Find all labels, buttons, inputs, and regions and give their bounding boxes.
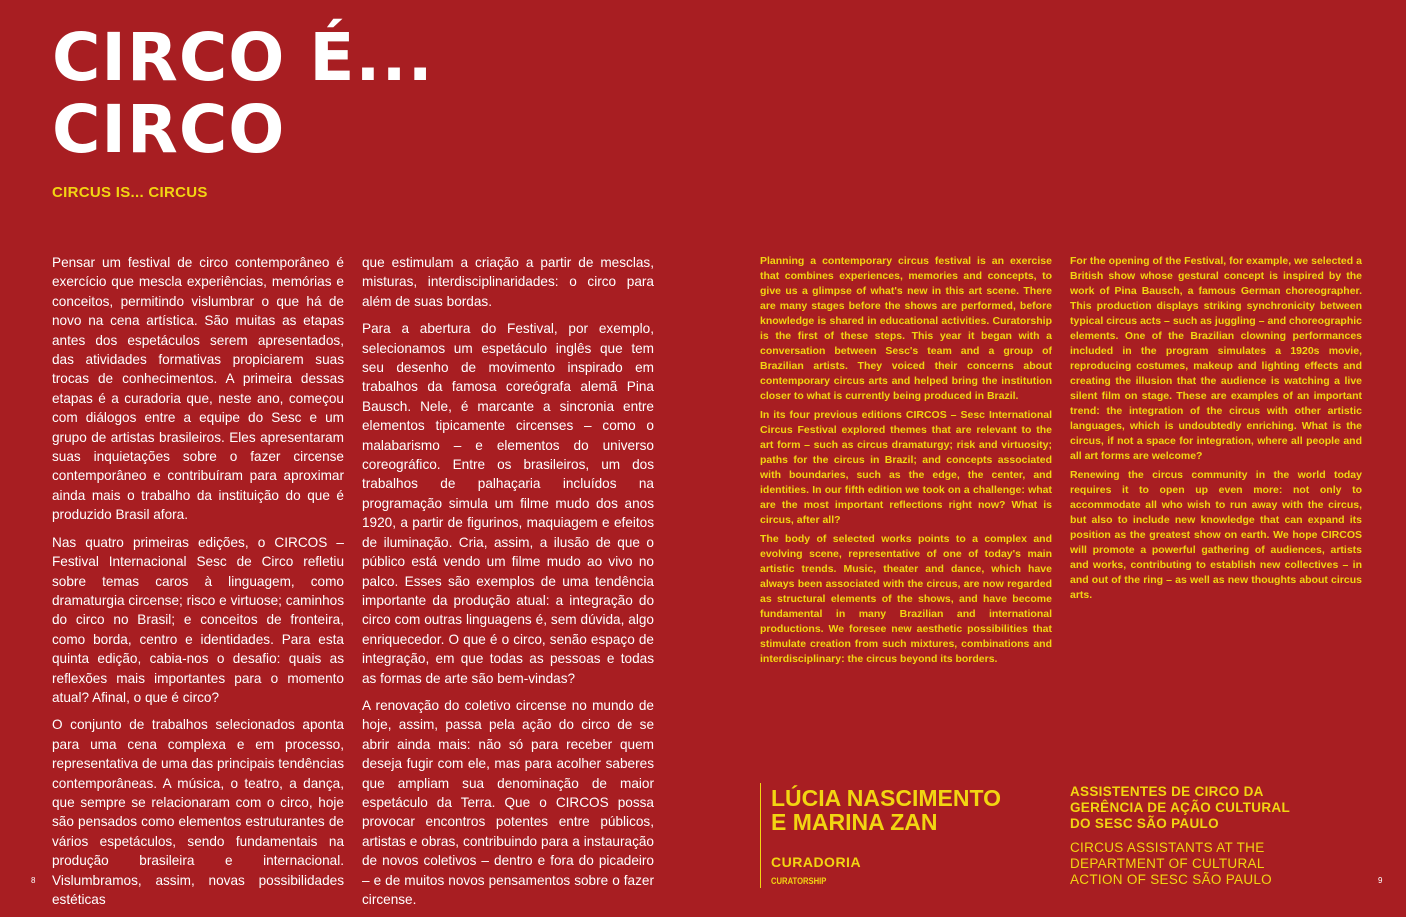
portuguese-column-2 bbox=[362, 253, 654, 917]
assistants-line: CIRCUS ASSISTANTS AT THE bbox=[1070, 840, 1265, 855]
author-credit bbox=[760, 783, 1001, 888]
paragraph: Renewing the circus community in the world today requires it to open up even more: not only to accommodate all who wish to run away with the circus, but also to include new knowledge that can expand its position as the greatest show on earth. We hope CIRCOS will promote a powerful gathering of audiences, artists and works, contributing to establish new collectives – in and out of the ring – as well as new thoughts about circus arts. bbox=[1070, 469, 1362, 601]
assistants-line: GERÊNCIA DE AÇÃO CULTURAL bbox=[1070, 800, 1290, 815]
paragraph: In its four previous editions CIRCOS – Sesc International Circus Festival explored themes that are relevant to the art form – such as circus dramaturgy; risk and virtuosity; paths for the circus in Brazil; and concepts associated with boundaries, such as the edge, the center, and identities. In our fifth edition we took on a challenge: what are the most important reflections right now? What is circus, after all? bbox=[760, 409, 1052, 526]
author-name-line-1: LÚCIA NASCIMENTO bbox=[771, 785, 1001, 811]
paragraph: Nas quatro primeiras edições, o CIRCOS – Festival Internacional Sesc de Circo refletiu sobre temas caros à linguagem, como dramaturgia circense; risco e virtuose; caminhos do circo no Brasil; e conceitos de fronteira, como borda, centro e identidades. Para esta quinta edição, cabia-nos o desafio: quais as reflexões mais importantes para o momento atual? Afinal, o que é circo? bbox=[52, 534, 344, 705]
paragraph: For the opening of the Festival, for example, we selected a British show whose gestural concept is inspired by the work of Pina Bausch, a famous German choreographer. This production displays striking synchronicity between typical circus acts – such as juggling – and choreographic elements. One of the Brazilian clowning performances included in the program simulates a 1920s movie, reproducing costumes, makeup and lighting effects and creating the illusion that the audience is watching a live silent film on stage. These are examples of an important trend: the integration of the circus with other artistic languages, which is undoubtedly enriching. What is the circus, if not a space for integration, where all people and all art forms are welcome? bbox=[1070, 255, 1362, 462]
paragraph: The body of selected works points to a complex and evolving scene, representative of one of today's main artistic trends. Music, theater and dance, which have always been associated with the circus, are now regarded as structural elements of the shows, and have become fundamental in many Brazilian and international productions. We foresee new aesthetic possibilities that stimulate creation from such mixtures, combinations and interdisciplinary: the circus beyond its borders. bbox=[760, 533, 1052, 665]
role-portuguese: CURADORIA bbox=[771, 854, 862, 870]
paragraph: Planning a contemporary circus festival is an exercise that combines experiences, memories and concepts, to give us a glimpse of what's new in this art scene. There are many stages before the shows are performed, before knowledge is shared in educational activities. Curatorship is the first of these steps. This year it began with a conversation between Sesc's team and a group of Brazilian artists. They voiced their concerns about contemporary circus arts and helped bring the institution closer to what is currently being produced in Brazil. bbox=[760, 255, 1052, 402]
page-number-left: 8 bbox=[31, 876, 36, 885]
assistants-line: DEPARTMENT OF CULTURAL bbox=[1070, 856, 1265, 871]
paragraph: que estimulam a criação a partir de mesclas, misturas, interdisciplinaridades: o circo para além de suas bordas. bbox=[362, 255, 654, 309]
assistants-english bbox=[1070, 840, 1370, 888]
paragraph: Pensar um festival de circo contemporâneo é exercício que mescla experiências, memórias e conceitos, permitindo vislumbrar o que há de novo na cena artística. São muitas as etapas antes dos espetáculos serem apresentados, das atividades formativas propiciarem suas trocas de conhecimentos. A primeira dessas etapas é a curadoria que, neste ano, começou com diálogos entre a equipe do Sesc e um grupo de artistas brasileiros. Eles apresentaram suas inquietações sobre o fazer circense contemporâneo e contribuíram para aproximar ainda mais o trabalho da instituição do que é produzido Brasil afora. bbox=[52, 255, 344, 523]
paragraph: Para a abertura do Festival, por exemplo, selecionamos um espetáculo inglês que tem seu desenho de movimento inspirado em trabalhos da famosa coreógrafa alemã Pina Bausch. Nele, é marcante a sincronia entre elementos tipicamente circenses – como o malabarismo – e elementos do universo coreográfico. Entre os brasileiros, um dos trabalhos de palhaçaria incluídos na programação simula um filme mudo dos anos 1920, a partir de figurinos, maquiagem e efeitos de iluminação. Cria, assim, a ilusão de que o público está vendo um filme mudo ao vivo no palco. Esses são exemplos de uma tendência importante da produção atual: a integração do circo com outras linguagens é, sem dúvida, algo enriquecedor. O que é o circo, senão espaço de integração, em que todas as pessoas e todas as formas de arte são bem-vindas? bbox=[362, 321, 654, 686]
assistants-line: DO SESC SÃO PAULO bbox=[1070, 816, 1219, 831]
english-column-1 bbox=[760, 254, 1052, 671]
role-english: CURATORSHIP bbox=[771, 876, 827, 886]
english-column-2 bbox=[1070, 254, 1362, 607]
author-name bbox=[771, 786, 1001, 834]
title-line-1: CIRCO É... bbox=[52, 19, 434, 96]
assistants-portuguese bbox=[1070, 784, 1370, 832]
title-line-2: CIRCO bbox=[52, 91, 286, 168]
paragraph: A renovação do coletivo circense no mundo de hoje, assim, passa pela ação do circo de se abrir ainda mais: não só para receber quem deseja fugir com ele, mas para acolher saberes que ampliam sua denominação de maior espetáculo da Terra. Que o CIRCOS possa provocar encontros potentes entre públicos, artistas e obras, contribuindo para a instauração de novos coletivos – dentro e fora do picadeiro – e de muitos novos pensamentos sobre o fazer circense. bbox=[362, 697, 654, 907]
page-title bbox=[52, 19, 434, 168]
paragraph: O conjunto de trabalhos selecionados aponta para uma cena complexa e em processo, representativa de uma das principais tendências contemporâneas. A música, o teatro, a dança, que sempre se relacionaram com o circo, hoje são pensados como elementos estruturantes de vários espetáculos, sendo fundamentais na produção brasileira e internacional. Vislumbramos, assim, novas possibilidades estéticas bbox=[52, 717, 344, 907]
assistants-line: ASSISTENTES DE CIRCO DA bbox=[1070, 784, 1264, 799]
author-name-line-2: E MARINA ZAN bbox=[771, 809, 938, 835]
page-number-right: 9 bbox=[1378, 876, 1383, 885]
portuguese-column-1 bbox=[52, 253, 344, 917]
subtitle: CIRCUS IS... CIRCUS bbox=[52, 184, 208, 201]
assistants-line: ACTION OF SESC SÃO PAULO bbox=[1070, 872, 1272, 887]
